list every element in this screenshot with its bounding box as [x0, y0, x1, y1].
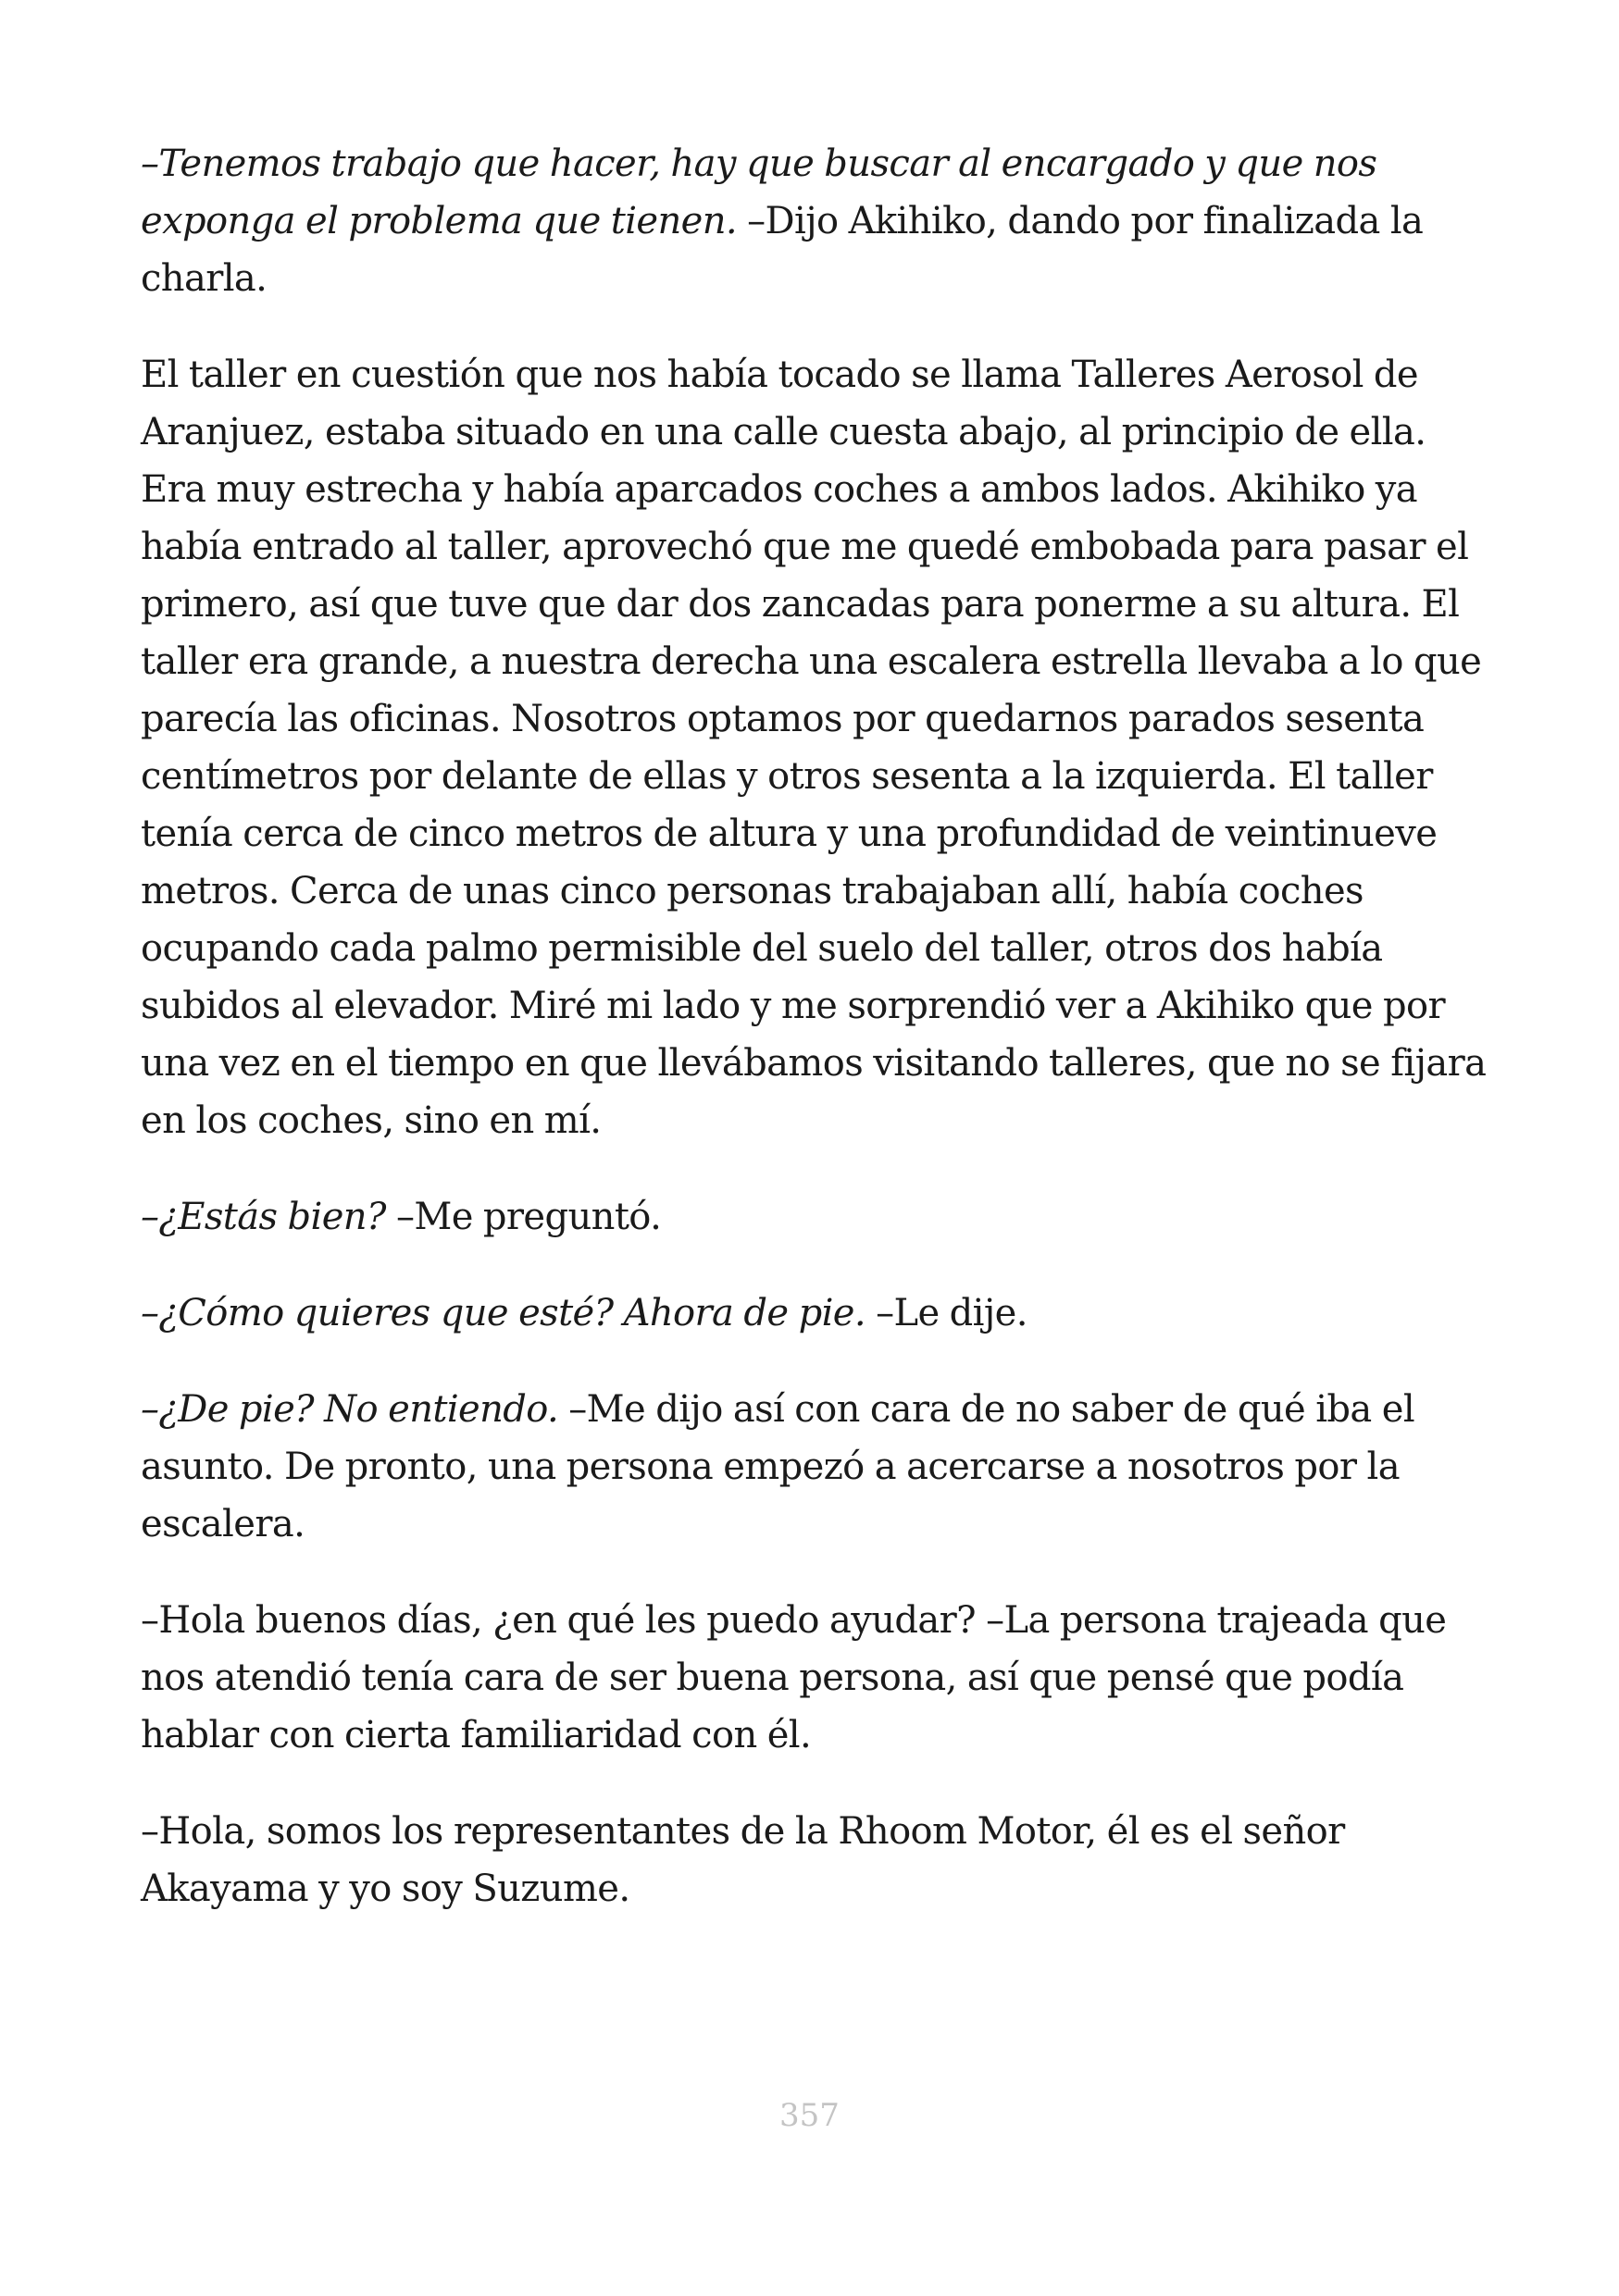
paragraph-1-italic: –Tenemos trabajo que hacer, hay que buscar al encargado y que nos exponga el problema que tienen. [141, 143, 1377, 242]
paragraph-3 [141, 1188, 1492, 1246]
paragraph-2 [141, 346, 1492, 1149]
paragraph-7 [141, 1803, 1492, 1917]
paragraph-5 [141, 1381, 1492, 1553]
paragraph-1 [141, 135, 1492, 307]
paragraph-4-italic: –¿Cómo quieres que esté? Ahora de pie. [141, 1292, 866, 1334]
paragraph-4-text: –Le dije. [865, 1292, 1027, 1334]
page-number: 357 [779, 2097, 840, 2134]
paragraph-5-text: –Me dijo así con cara de no saber de qué iba el asunto. De pronto, una persona empezó a acercarse a nosotros por la escalera. [141, 1388, 1415, 1545]
page-body [141, 135, 1492, 1956]
paragraph-3-text: –Me preguntó. [385, 1196, 662, 1238]
paragraph-5-italic: –¿De pie? No entiendo. [141, 1388, 559, 1431]
paragraph-7-text: –Hola, somos los representantes de la Rhoom Motor, él es el señor Akayama y yo soy Suzume. [141, 1810, 1345, 1910]
paragraph-1-text: –Dijo Akihiko, dando por finalizada la charla. [141, 200, 1424, 300]
paragraph-4 [141, 1285, 1492, 1342]
paragraph-6-text: –Hola buenos días, ¿en qué les puedo ayudar? –La persona trajeada que nos atendió tenía cara de ser buena persona, así que pensé que podía hablar con cierta familiaridad con él. [141, 1599, 1447, 1756]
paragraph-6 [141, 1592, 1492, 1764]
paragraph-3-italic: –¿Estás bien? [141, 1196, 386, 1238]
paragraph-2-text: El taller en cuestión que nos había tocado se llama Talleres Aerosol de Aranjuez, estaba situado en una calle cuesta abajo, al principio de ella. Era muy estrecha y había aparcados coches a ambos lados. Akihiko ya había entrado al taller, aprovechó que me quedé embobada para pasar el primero, así que tuve que dar dos zancadas para ponerme a su altura. El taller era grande, a nuestra derecha una escalera estrella llevaba a lo que parecía las oficinas. Nosotros optamos por quedarnos parados sesenta centímetros por delante de ellas y otros sesenta a la izquierda. El taller tenía cerca de cinco metros de altura y una profundidad de veintinueve metros. Cerca de unas cinco personas trabajaban allí, había coches ocupando cada palmo permisible del suelo del taller, otros dos había subidos al elevador. Miré mi lado y me sorprendió ver a Akihiko que por una vez en el tiempo en que llevábamos visitando talleres, que no se fijara en los coches, sino en mí. [141, 354, 1487, 1142]
